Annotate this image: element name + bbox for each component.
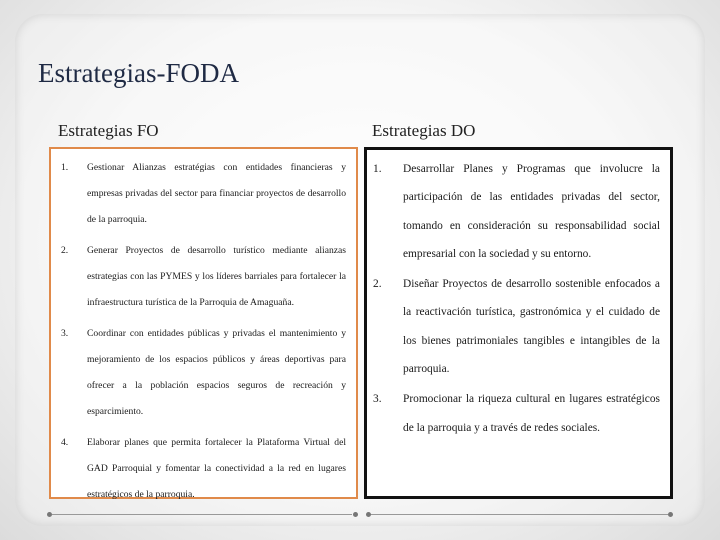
footer-dot-icon (353, 512, 358, 517)
heading-estrategias-do: Estrategias DO (372, 121, 476, 140)
do-strategy-item (373, 385, 660, 442)
heading-estrategias-fo: Estrategias FO (58, 121, 159, 140)
fo-strategy-item (61, 238, 346, 316)
footer-dot-icon (47, 512, 52, 517)
item-text: Desarrollar Planes y Programas que involucre la participación de las entidades privadas del sector, tomando en consideración su responsabilidad social empresarial con la sociedad y su entorno. (403, 163, 660, 260)
do-strategies-box (364, 147, 673, 499)
fo-strategy-item (61, 430, 346, 508)
item-number: 4. (61, 437, 69, 448)
item-number: 1. (373, 163, 382, 175)
fo-strategy-item (61, 155, 346, 233)
do-strategy-list (367, 150, 670, 442)
do-strategy-item (373, 155, 660, 268)
footer-divider-right (368, 514, 668, 515)
item-number: 3. (61, 328, 69, 339)
do-strategy-item (373, 270, 660, 383)
item-number: 1. (61, 162, 69, 173)
item-text: Promocionar la riqueza cultural en lugares estratégicos de la parroquia y a través de redes sociales. (403, 393, 660, 434)
item-number: 2. (373, 278, 382, 291)
item-text: Coordinar con entidades públicas y privadas el mantenimiento y mejoramiento de los espacios públicos y áreas deportivas para ofrecer a la población espacios seguros de recreación y esparcimiento. (87, 328, 346, 417)
footer-dot-icon (366, 512, 371, 517)
item-text: Gestionar Alianzas estratégias con entidades financieras y empresas privadas del sector para financiar proyectos de desarrollo de la parroquia. (87, 162, 346, 225)
item-text: Generar Proyectos de desarrollo turístico mediante alianzas estrategias con las PYMES y los líderes barriales para fortalecer la infraestructura turística de la Parroquia de Amaguaña. (87, 245, 346, 308)
slide-title: Estrategias-FODA (38, 58, 239, 88)
footer-dot-icon (668, 512, 673, 517)
fo-strategies-box (49, 147, 358, 499)
fo-strategy-list (51, 149, 356, 508)
item-number: 2. (61, 245, 69, 256)
item-text: Diseñar Proyectos de desarrollo sostenible enfocados a la reactivación turística, gastronómica y el cuidado de los bienes patrimoniales tangibles e intangibles de la parroquia. (403, 278, 660, 376)
item-text: Elaborar planes que permita fortalecer la Plataforma Virtual del GAD Parroquial y fomentar la conectividad a la red en lugares estratégicos de la parroquia. (87, 437, 346, 500)
item-number: 3. (373, 393, 382, 406)
fo-strategy-item (61, 321, 346, 425)
footer-divider-left (52, 514, 352, 515)
